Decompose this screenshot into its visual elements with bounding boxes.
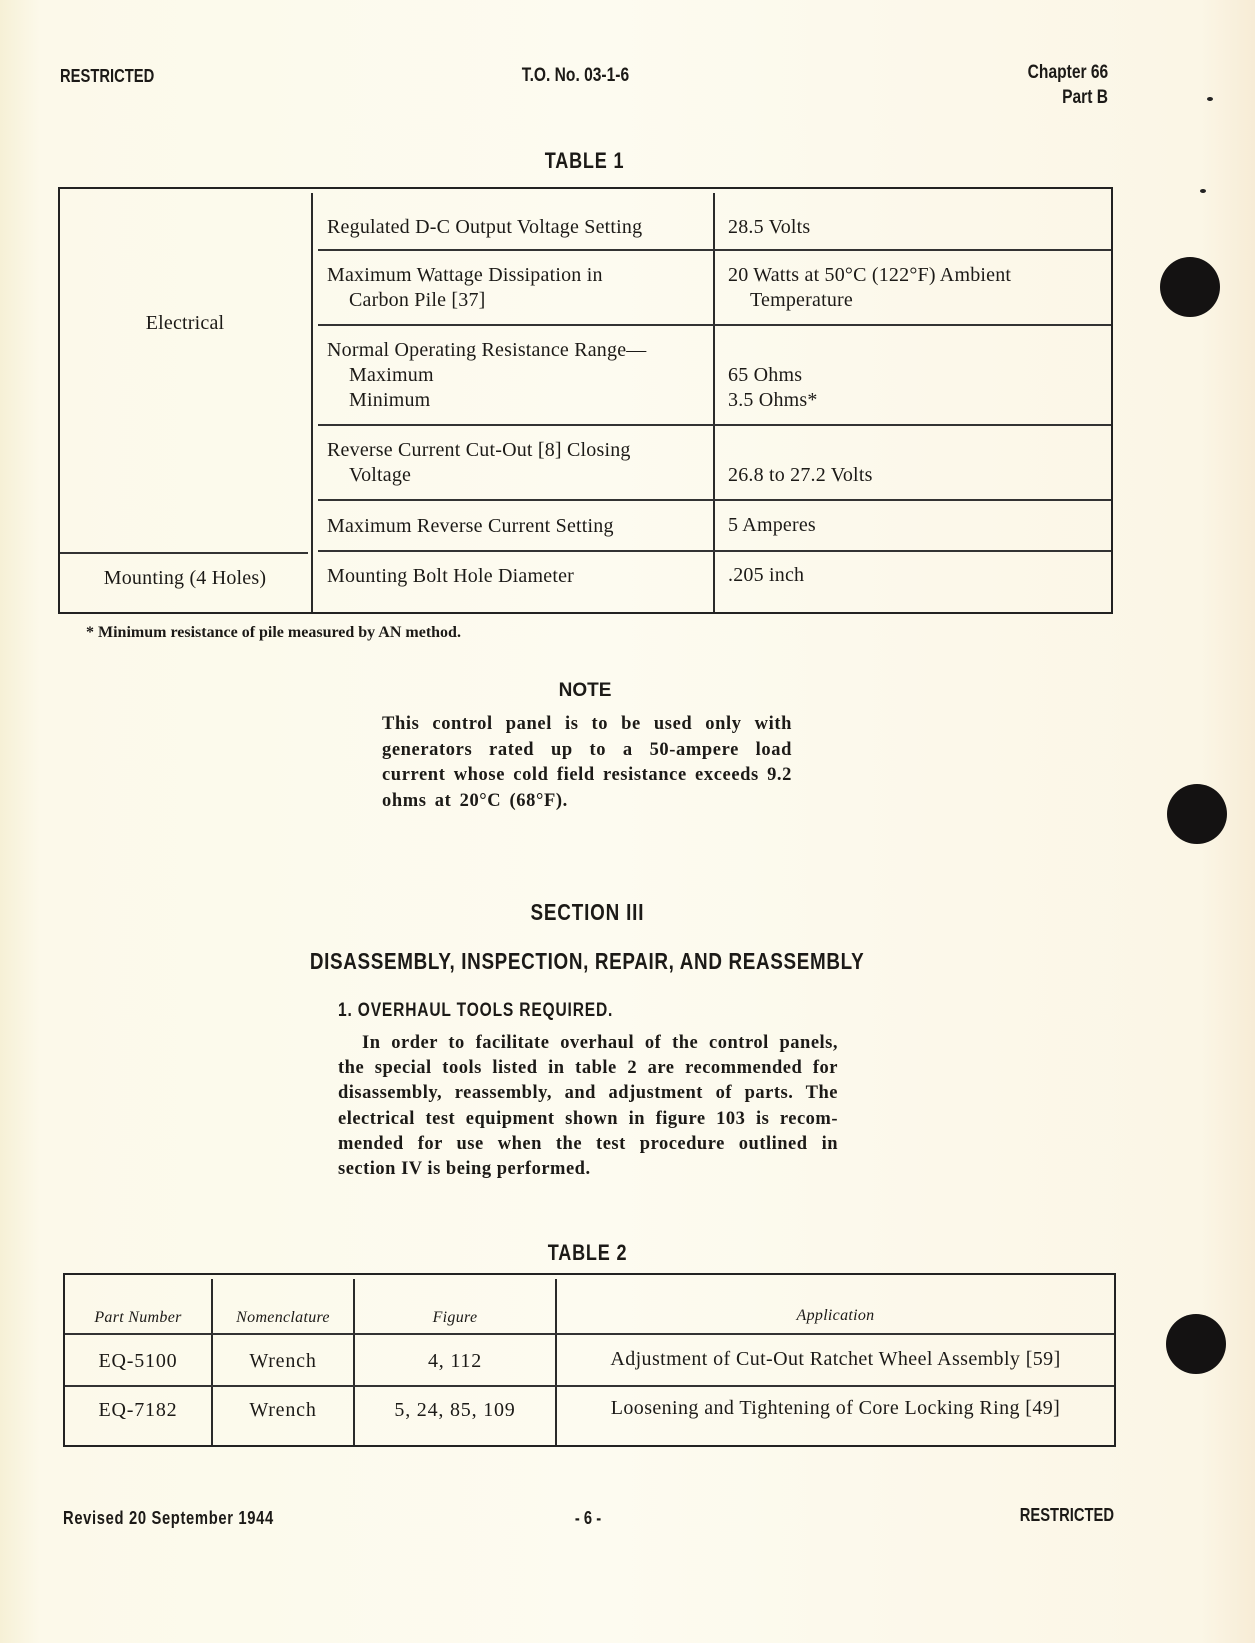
group-label: Mounting (4 Holes): [103, 567, 267, 589]
paragraph-line: electrical test equipment shown in figure 103 is recom-: [338, 1108, 838, 1129]
table-divider: [318, 424, 1111, 426]
figure-cell: 4, 112: [427, 1350, 483, 1372]
tools-table: [63, 1273, 1116, 1447]
value-cell: [728, 463, 873, 488]
ink-speck-icon: [1207, 97, 1213, 101]
value-text: 20 Watts at 50°C (122°F) Ambient: [728, 264, 1012, 286]
param-cell: [327, 263, 603, 313]
classification-text: RESTRICTED: [60, 66, 155, 86]
page-number-text: - 6 -: [574, 1508, 602, 1528]
nomenclature-cell: Wrench: [249, 1399, 317, 1421]
value-cell: [728, 513, 816, 538]
binder-hole-icon: [1160, 257, 1220, 317]
value-text: Temperature: [750, 289, 853, 311]
column-header-application: Application: [796, 1307, 875, 1324]
application-cell: Loosening and Tightening of Core Locking Ring [49]: [610, 1397, 1061, 1419]
table-divider: [60, 552, 308, 554]
value-text: 28.5 Volts: [728, 216, 811, 238]
part-number-cell: EQ-5100: [98, 1350, 178, 1372]
section-heading: [0, 948, 1175, 975]
technical-order-number: [0, 65, 1150, 87]
value-text: .205 inch: [728, 564, 805, 586]
paragraph-line: mended for use when the test procedure outlined in: [338, 1133, 838, 1154]
value-cell: [728, 563, 804, 588]
param-text: Voltage: [349, 464, 412, 486]
param-cell: [327, 338, 647, 413]
table-divider: [318, 499, 1111, 501]
note-title: NOTE: [558, 680, 612, 701]
chapter-text: Chapter 66: [1027, 62, 1108, 83]
note-body: This control panel is to be used only with generators rated up to a 50-ampere load current whose cold field resistance exceeds 9.2 ohms at 20°C (68°F).: [382, 714, 792, 811]
param-text: Mounting Bolt Hole Diameter: [327, 565, 575, 587]
param-cell: [327, 514, 614, 539]
value-text: 5 Amperes: [728, 514, 816, 536]
value-text: 65 Ohms: [728, 364, 803, 386]
value-cell: [728, 215, 810, 240]
paragraph-line: the special tools listed in table 2 are recommended for: [338, 1058, 838, 1079]
value-text: 3.5 Ohms*: [728, 389, 818, 411]
table-divider: [318, 249, 1111, 251]
table1-title: [0, 148, 1170, 174]
param-text: Maximum: [349, 364, 434, 386]
value-cell: [728, 363, 818, 413]
column-header-part-number: Part Number: [94, 1309, 182, 1326]
binder-hole-icon: [1166, 1314, 1226, 1374]
param-cell: [327, 564, 574, 589]
table-divider: [318, 324, 1111, 326]
param-text: Regulated D-C Output Voltage Setting: [327, 216, 643, 238]
overhaul-tools-paragraph: [338, 1031, 838, 1182]
paragraph-line: In order to facilitate overhaul of the control panels,: [362, 1033, 838, 1053]
table-divider: [65, 1333, 1114, 1335]
column-header-figure: Figure: [432, 1309, 478, 1326]
ink-speck-icon: [1200, 189, 1206, 193]
paragraph-line: disassembly, reassembly, and adjustment of parts. The: [338, 1083, 838, 1104]
param-text: Maximum Reverse Current Setting: [327, 515, 614, 537]
revision-date-text: Revised 20 September 1944: [63, 1508, 274, 1528]
param-text: Reverse Current Cut-Out [8] Closing: [327, 439, 631, 461]
table2-title: [0, 1240, 1176, 1266]
table1-footnote: * Minimum resistance of pile measured by AN method.: [86, 624, 461, 641]
security-classification-footer: [999, 1505, 1114, 1526]
param-text: Maximum Wattage Dissipation in: [327, 264, 603, 286]
param-text: Normal Operating Resistance Range—: [327, 339, 647, 361]
section-title: [0, 899, 1175, 926]
classification-text: RESTRICTED: [1019, 1505, 1114, 1525]
table2-title-text: TABLE 2: [548, 1240, 628, 1265]
param-text: Carbon Pile [37]: [349, 289, 486, 311]
nomenclature-cell: Wrench: [249, 1350, 317, 1372]
chapter-label: [1010, 62, 1108, 84]
value-cell: [728, 263, 1011, 313]
to-number-text: T.O. No. 03-1-6: [521, 65, 629, 86]
section-title-text: SECTION III: [530, 899, 645, 925]
value-text: 26.8 to 27.2 Volts: [728, 464, 873, 486]
param-cell: [327, 438, 631, 488]
part-number-cell: EQ-7182: [98, 1399, 178, 1421]
figure-cell: 5, 24, 85, 109: [394, 1399, 516, 1421]
specifications-table: [58, 187, 1113, 614]
binder-hole-icon: [1167, 784, 1227, 844]
table-divider: [311, 193, 313, 612]
column-header-nomenclature: Nomenclature: [236, 1309, 330, 1326]
group-label: Electrical: [145, 312, 225, 334]
table-divider: [318, 550, 1111, 552]
subsection-heading-text: 1. OVERHAUL TOOLS REQUIRED.: [338, 1000, 614, 1021]
section-heading-text: DISASSEMBLY, INSPECTION, REPAIR, AND REASSEMBLY: [310, 948, 865, 974]
part-label: [1052, 87, 1108, 109]
table-divider: [65, 1385, 1114, 1387]
subsection-heading: [338, 1000, 674, 1022]
param-cell: [327, 215, 642, 240]
paragraph-line: section IV is being performed.: [338, 1159, 591, 1180]
part-text: Part B: [1062, 87, 1108, 108]
param-text: Minimum: [349, 389, 431, 411]
application-cell: Adjustment of Cut-Out Ratchet Wheel Assembly [59]: [610, 1348, 1061, 1370]
table1-title-text: TABLE 1: [545, 148, 625, 173]
